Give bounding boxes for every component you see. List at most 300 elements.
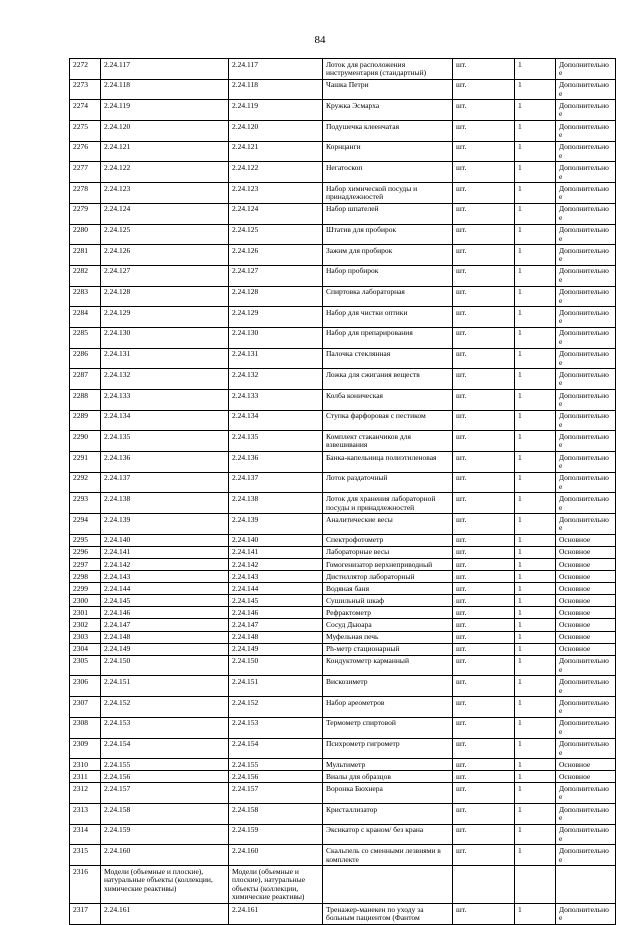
cell-equipment-type: Дополнительное <box>556 655 616 676</box>
cell-equipment-type: Дополнительное <box>556 452 616 473</box>
cell-unit: шт. <box>453 534 515 546</box>
table-row <box>70 804 616 825</box>
cell-code-primary: 2.24.119 <box>101 100 229 121</box>
cell-quantity: 1 <box>515 121 556 142</box>
table-row <box>70 583 616 595</box>
cell-unit: шт. <box>453 141 515 162</box>
table-row <box>70 904 616 925</box>
cell-unit: шт. <box>453 203 515 224</box>
cell-item-name: Набор химической посуды и принадлежностей <box>323 183 453 204</box>
cell-row-number: 2295 <box>70 534 101 546</box>
cell-unit: шт. <box>453 59 515 80</box>
cell-item-name: Спектрофотометр <box>323 534 453 546</box>
cell-equipment-type: Дополнительное <box>556 59 616 80</box>
cell-code-primary: 2.24.128 <box>101 286 229 307</box>
cell-code-primary: 2.24.122 <box>101 162 229 183</box>
cell-unit: шт. <box>453 327 515 348</box>
cell-item-name: Набор ареометров <box>323 697 453 718</box>
cell-code-primary: 2.24.136 <box>101 452 229 473</box>
cell-code-primary: 2.24.157 <box>101 783 229 804</box>
cell-code-primary: 2.24.120 <box>101 121 229 142</box>
cell-equipment-type: Дополнительное <box>556 904 616 925</box>
cell-unit: шт. <box>453 845 515 866</box>
cell-code-secondary: 2.24.155 <box>229 759 323 771</box>
table-row <box>70 595 616 607</box>
cell-quantity: 1 <box>515 514 556 535</box>
cell-item-name: Лоток для хранения лабораторной посуды и принадлежностей <box>323 493 453 514</box>
cell-code-primary: 2.24.158 <box>101 804 229 825</box>
cell-item-name: Лоток раздаточный <box>323 472 453 493</box>
cell-quantity: 1 <box>515 431 556 452</box>
cell-unit: шт. <box>453 804 515 825</box>
table-row <box>70 571 616 583</box>
cell-item-name: Термометр спиртовой <box>323 717 453 738</box>
cell-quantity: 1 <box>515 265 556 286</box>
table-row <box>70 845 616 866</box>
table-row <box>70 546 616 558</box>
cell-unit: шт. <box>453 571 515 583</box>
cell-code-primary: 2.24.148 <box>101 631 229 643</box>
cell-code-primary: 2.24.156 <box>101 771 229 783</box>
cell-quantity: 1 <box>515 59 556 80</box>
page-number: 84 <box>314 34 326 46</box>
cell-unit: шт. <box>453 824 515 845</box>
cell-quantity: 1 <box>515 141 556 162</box>
cell-row-number: 2278 <box>70 183 101 204</box>
cell-unit: шт. <box>453 607 515 619</box>
table-row <box>70 307 616 328</box>
cell-row-number: 2296 <box>70 546 101 558</box>
table-row <box>70 514 616 535</box>
cell-quantity: 1 <box>515 759 556 771</box>
cell-code-secondary: 2.24.129 <box>229 307 323 328</box>
cell-quantity: 1 <box>515 655 556 676</box>
cell-item-name: Лабораторные весы <box>323 546 453 558</box>
cell-code-primary: 2.24.132 <box>101 369 229 390</box>
cell-unit: шт. <box>453 224 515 245</box>
cell-quantity: 1 <box>515 472 556 493</box>
cell-equipment-type: Основное <box>556 759 616 771</box>
table-row <box>70 431 616 452</box>
cell-quantity: 1 <box>515 390 556 411</box>
table-row <box>70 824 616 845</box>
cell-code-primary: 2.24.155 <box>101 759 229 771</box>
cell-code-primary: 2.24.147 <box>101 619 229 631</box>
cell-unit: шт. <box>453 717 515 738</box>
table-row <box>70 183 616 204</box>
cell-quantity: 1 <box>515 224 556 245</box>
cell-quantity: 1 <box>515 904 556 925</box>
cell-unit: шт. <box>453 546 515 558</box>
cell-code-primary: 2.24.145 <box>101 595 229 607</box>
cell-item-name: Сушильный шкаф <box>323 595 453 607</box>
cell-equipment-type <box>556 866 616 904</box>
cell-quantity: 1 <box>515 348 556 369</box>
cell-unit: шт. <box>453 286 515 307</box>
cell-equipment-type: Дополнительное <box>556 307 616 328</box>
cell-unit: шт. <box>453 431 515 452</box>
cell-unit: шт. <box>453 771 515 783</box>
cell-code-secondary: 2.24.121 <box>229 141 323 162</box>
cell-code-secondary: 2.24.137 <box>229 472 323 493</box>
cell-unit: шт. <box>453 100 515 121</box>
cell-item-name: Спиртовка лабораторная <box>323 286 453 307</box>
cell-code-primary: 2.24.123 <box>101 183 229 204</box>
cell-item-name: Штатив для пробирок <box>323 224 453 245</box>
cell-item-name: Ложка для сжигания веществ <box>323 369 453 390</box>
table-row <box>70 59 616 80</box>
cell-code-primary: 2.24.129 <box>101 307 229 328</box>
cell-code-secondary: 2.24.130 <box>229 327 323 348</box>
table-row <box>70 619 616 631</box>
cell-unit: шт. <box>453 514 515 535</box>
table-row <box>70 286 616 307</box>
cell-row-number: 2315 <box>70 845 101 866</box>
cell-code-secondary: 2.24.158 <box>229 804 323 825</box>
cell-row-number: 2309 <box>70 738 101 759</box>
cell-item-name: Сосуд Дьюара <box>323 619 453 631</box>
cell-code-primary: 2.24.144 <box>101 583 229 595</box>
cell-row-number: 2314 <box>70 824 101 845</box>
table-row <box>70 676 616 697</box>
cell-code-primary: 2.24.127 <box>101 265 229 286</box>
cell-equipment-type: Дополнительное <box>556 514 616 535</box>
cell-unit: шт. <box>453 265 515 286</box>
cell-unit: шт. <box>453 783 515 804</box>
cell-unit: шт. <box>453 904 515 925</box>
cell-code-secondary: 2.24.138 <box>229 493 323 514</box>
cell-equipment-type: Дополнительное <box>556 100 616 121</box>
cell-equipment-type: Дополнительное <box>556 141 616 162</box>
cell-unit: шт. <box>453 493 515 514</box>
cell-row-number: 2302 <box>70 619 101 631</box>
table-row <box>70 245 616 266</box>
cell-equipment-type: Основное <box>556 619 616 631</box>
cell-code-primary: 2.24.140 <box>101 534 229 546</box>
cell-item-name: Муфельная печь <box>323 631 453 643</box>
cell-equipment-type: Дополнительное <box>556 183 616 204</box>
cell-code-primary: 2.24.160 <box>101 845 229 866</box>
cell-equipment-type: Дополнительное <box>556 203 616 224</box>
table-row <box>70 203 616 224</box>
cell-quantity: 1 <box>515 845 556 866</box>
cell-quantity: 1 <box>515 100 556 121</box>
cell-item-name: Водяная баня <box>323 583 453 595</box>
cell-equipment-type: Дополнительное <box>556 697 616 718</box>
cell-code-primary: 2.24.131 <box>101 348 229 369</box>
cell-unit: шт. <box>453 183 515 204</box>
cell-code-secondary: 2.24.131 <box>229 348 323 369</box>
cell-unit: шт. <box>453 697 515 718</box>
cell-unit: шт. <box>453 390 515 411</box>
cell-row-number: 2311 <box>70 771 101 783</box>
cell-code-primary: 2.24.126 <box>101 245 229 266</box>
cell-quantity: 1 <box>515 571 556 583</box>
cell-item-name: Комплект стаканчиков для взвешивания <box>323 431 453 452</box>
cell-unit: шт. <box>453 759 515 771</box>
cell-unit: шт. <box>453 631 515 643</box>
cell-code-secondary: 2.24.147 <box>229 619 323 631</box>
cell-code-secondary: 2.24.154 <box>229 738 323 759</box>
cell-equipment-type: Дополнительное <box>556 245 616 266</box>
table-row <box>70 141 616 162</box>
cell-quantity: 1 <box>515 452 556 473</box>
cell-row-number: 2308 <box>70 717 101 738</box>
cell-item-name: Набор шпателей <box>323 203 453 224</box>
cell-code-primary: 2.24.121 <box>101 141 229 162</box>
cell-quantity: 1 <box>515 595 556 607</box>
cell-equipment-type: Основное <box>556 559 616 571</box>
table-row <box>70 534 616 546</box>
cell-code-primary: 2.24.137 <box>101 472 229 493</box>
cell-unit: шт. <box>453 643 515 655</box>
cell-code-secondary: 2.24.124 <box>229 203 323 224</box>
cell-unit: шт. <box>453 348 515 369</box>
table-row <box>70 655 616 676</box>
cell-row-number: 2274 <box>70 100 101 121</box>
cell-quantity: 1 <box>515 183 556 204</box>
cell-quantity: 1 <box>515 824 556 845</box>
cell-quantity: 1 <box>515 79 556 100</box>
cell-equipment-type: Дополнительное <box>556 431 616 452</box>
cell-quantity: 1 <box>515 410 556 431</box>
cell-equipment-type: Дополнительное <box>556 348 616 369</box>
cell-code-secondary: 2.24.144 <box>229 583 323 595</box>
cell-code-primary: Модели (объемные и плоские), натуральные объекты (коллекции, химические реактивы) <box>101 866 229 904</box>
cell-quantity: 1 <box>515 619 556 631</box>
cell-row-number: 2299 <box>70 583 101 595</box>
table-row <box>70 866 616 904</box>
cell-code-primary: 2.24.142 <box>101 559 229 571</box>
cell-quantity: 1 <box>515 631 556 643</box>
cell-item-name: Воронка Бюхнера <box>323 783 453 804</box>
cell-equipment-type: Дополнительное <box>556 121 616 142</box>
table-row <box>70 79 616 100</box>
cell-item-name: Набор для чистки оптики <box>323 307 453 328</box>
cell-row-number: 2285 <box>70 327 101 348</box>
cell-code-primary: 2.24.124 <box>101 203 229 224</box>
cell-equipment-type: Дополнительное <box>556 717 616 738</box>
cell-code-primary: 2.24.161 <box>101 904 229 925</box>
table-row <box>70 348 616 369</box>
table-row <box>70 100 616 121</box>
cell-unit: шт. <box>453 472 515 493</box>
cell-item-name: Колба коническая <box>323 390 453 411</box>
cell-code-secondary: 2.24.161 <box>229 904 323 925</box>
cell-row-number: 2305 <box>70 655 101 676</box>
table-row <box>70 738 616 759</box>
cell-quantity: 1 <box>515 676 556 697</box>
table-row <box>70 265 616 286</box>
cell-item-name: Мультиметр <box>323 759 453 771</box>
cell-item-name <box>323 866 453 904</box>
cell-equipment-type: Основное <box>556 546 616 558</box>
cell-code-secondary: 2.24.148 <box>229 631 323 643</box>
cell-row-number: 2310 <box>70 759 101 771</box>
table-row <box>70 697 616 718</box>
cell-row-number: 2279 <box>70 203 101 224</box>
cell-equipment-type: Дополнительное <box>556 783 616 804</box>
cell-code-secondary: 2.24.126 <box>229 245 323 266</box>
cell-row-number: 2298 <box>70 571 101 583</box>
cell-equipment-type: Основное <box>556 631 616 643</box>
cell-row-number: 2287 <box>70 369 101 390</box>
cell-equipment-type: Дополнительное <box>556 224 616 245</box>
cell-code-secondary: 2.24.141 <box>229 546 323 558</box>
cell-code-secondary: 2.24.133 <box>229 390 323 411</box>
cell-quantity: 1 <box>515 286 556 307</box>
cell-code-primary: 2.24.159 <box>101 824 229 845</box>
cell-code-primary: 2.24.117 <box>101 59 229 80</box>
cell-code-secondary: 2.24.135 <box>229 431 323 452</box>
cell-code-primary: 2.24.149 <box>101 643 229 655</box>
cell-code-secondary: 2.24.160 <box>229 845 323 866</box>
table-row <box>70 224 616 245</box>
cell-row-number: 2317 <box>70 904 101 925</box>
cell-unit: шт. <box>453 245 515 266</box>
cell-quantity: 1 <box>515 493 556 514</box>
cell-item-name: Ступка фарфоровая с пестиком <box>323 410 453 431</box>
cell-code-primary: 2.24.143 <box>101 571 229 583</box>
table-row <box>70 717 616 738</box>
cell-code-secondary: 2.24.159 <box>229 824 323 845</box>
cell-quantity: 1 <box>515 804 556 825</box>
cell-code-secondary: 2.24.146 <box>229 607 323 619</box>
cell-row-number: 2316 <box>70 866 101 904</box>
cell-code-secondary: 2.24.142 <box>229 559 323 571</box>
cell-equipment-type: Дополнительное <box>556 79 616 100</box>
cell-equipment-type: Основное <box>556 571 616 583</box>
cell-code-secondary: 2.24.132 <box>229 369 323 390</box>
cell-equipment-type: Дополнительное <box>556 493 616 514</box>
cell-quantity: 1 <box>515 162 556 183</box>
cell-item-name: Банка-капельница полиэтиленовая <box>323 452 453 473</box>
cell-equipment-type: Основное <box>556 583 616 595</box>
cell-equipment-type: Дополнительное <box>556 824 616 845</box>
cell-row-number: 2304 <box>70 643 101 655</box>
table-row <box>70 493 616 514</box>
cell-code-primary: 2.24.139 <box>101 514 229 535</box>
cell-unit <box>453 866 515 904</box>
cell-row-number: 2293 <box>70 493 101 514</box>
cell-item-name: Скальпель со сменными лезвиями в комплекте <box>323 845 453 866</box>
cell-row-number: 2275 <box>70 121 101 142</box>
cell-code-primary: 2.24.151 <box>101 676 229 697</box>
cell-unit: шт. <box>453 162 515 183</box>
cell-code-secondary: 2.24.145 <box>229 595 323 607</box>
cell-quantity: 1 <box>515 327 556 348</box>
cell-code-secondary: 2.24.119 <box>229 100 323 121</box>
table-row <box>70 631 616 643</box>
table-row <box>70 472 616 493</box>
cell-unit: шт. <box>453 583 515 595</box>
cell-quantity: 1 <box>515 245 556 266</box>
cell-code-secondary: 2.24.156 <box>229 771 323 783</box>
cell-row-number: 2306 <box>70 676 101 697</box>
cell-quantity: 1 <box>515 559 556 571</box>
cell-equipment-type: Основное <box>556 643 616 655</box>
cell-row-number: 2283 <box>70 286 101 307</box>
cell-row-number: 2301 <box>70 607 101 619</box>
cell-item-name: Аналитические весы <box>323 514 453 535</box>
cell-row-number: 2300 <box>70 595 101 607</box>
cell-equipment-type: Основное <box>556 607 616 619</box>
cell-quantity: 1 <box>515 783 556 804</box>
cell-code-primary: 2.24.138 <box>101 493 229 514</box>
cell-quantity: 1 <box>515 534 556 546</box>
cell-row-number: 2294 <box>70 514 101 535</box>
cell-row-number: 2281 <box>70 245 101 266</box>
cell-code-secondary: 2.24.157 <box>229 783 323 804</box>
cell-row-number: 2282 <box>70 265 101 286</box>
cell-item-name: Чашка Петри <box>323 79 453 100</box>
cell-equipment-type: Дополнительное <box>556 390 616 411</box>
cell-unit: шт. <box>453 676 515 697</box>
table-row <box>70 390 616 411</box>
cell-unit: шт. <box>453 619 515 631</box>
cell-code-primary: 2.24.141 <box>101 546 229 558</box>
cell-row-number: 2292 <box>70 472 101 493</box>
cell-code-primary: 2.24.135 <box>101 431 229 452</box>
table-row <box>70 783 616 804</box>
cell-item-name: Кружка Эсмарха <box>323 100 453 121</box>
cell-code-secondary: 2.24.151 <box>229 676 323 697</box>
cell-code-secondary: 2.24.150 <box>229 655 323 676</box>
cell-code-secondary: 2.24.128 <box>229 286 323 307</box>
table-row <box>70 771 616 783</box>
table-row <box>70 369 616 390</box>
cell-unit: шт. <box>453 79 515 100</box>
cell-item-name: Вискозиметр <box>323 676 453 697</box>
cell-equipment-type: Дополнительное <box>556 804 616 825</box>
cell-code-secondary: 2.24.127 <box>229 265 323 286</box>
table-row <box>70 410 616 431</box>
cell-unit: шт. <box>453 307 515 328</box>
cell-quantity: 1 <box>515 738 556 759</box>
cell-quantity: 1 <box>515 307 556 328</box>
cell-equipment-type: Дополнительное <box>556 738 616 759</box>
cell-quantity: 1 <box>515 546 556 558</box>
table-row <box>70 162 616 183</box>
cell-item-name: Подушечка клеенчатая <box>323 121 453 142</box>
cell-unit: шт. <box>453 410 515 431</box>
cell-row-number: 2289 <box>70 410 101 431</box>
cell-item-name: Виалы для образцов <box>323 771 453 783</box>
cell-item-name: Тренажер-манекен по уходу за больным пациентом (Фантом <box>323 904 453 925</box>
cell-row-number: 2284 <box>70 307 101 328</box>
cell-code-secondary: 2.24.117 <box>229 59 323 80</box>
cell-code-primary: 2.24.154 <box>101 738 229 759</box>
cell-equipment-type: Дополнительное <box>556 845 616 866</box>
cell-item-name: Гомогенизатор верхнеприводный <box>323 559 453 571</box>
cell-item-name: Палочка стеклянная <box>323 348 453 369</box>
cell-quantity: 1 <box>515 643 556 655</box>
cell-unit: шт. <box>453 655 515 676</box>
cell-item-name: Эксикатор с краном/ без крана <box>323 824 453 845</box>
cell-code-secondary: 2.24.118 <box>229 79 323 100</box>
cell-item-name: Психрометр гигрометр <box>323 738 453 759</box>
cell-row-number: 2286 <box>70 348 101 369</box>
cell-unit: шт. <box>453 738 515 759</box>
table-row <box>70 452 616 473</box>
cell-item-name: Кондуктометр карманный <box>323 655 453 676</box>
cell-item-name: Ph-метр стационарный <box>323 643 453 655</box>
cell-code-primary: 2.24.134 <box>101 410 229 431</box>
cell-unit: шт. <box>453 369 515 390</box>
cell-code-secondary: 2.24.123 <box>229 183 323 204</box>
cell-code-primary: 2.24.146 <box>101 607 229 619</box>
cell-quantity <box>515 866 556 904</box>
